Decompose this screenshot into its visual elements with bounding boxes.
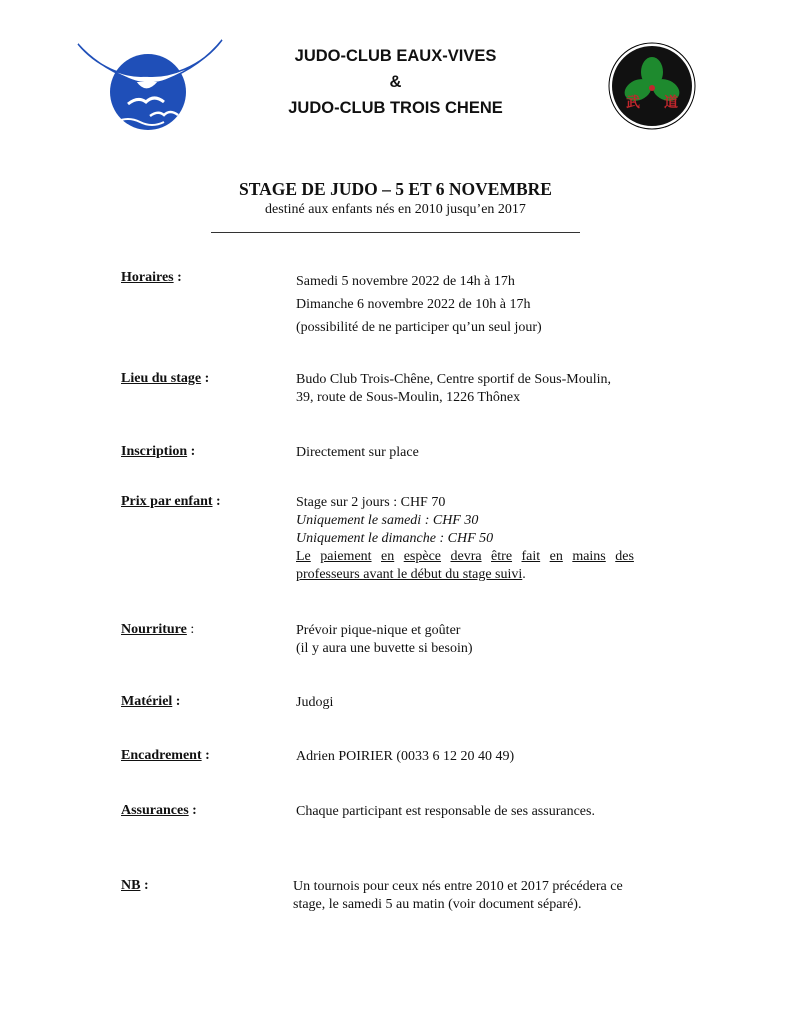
horaires-label: Horaires : — [121, 270, 182, 285]
kanji-left: 武 — [626, 95, 640, 111]
inscription-label: Inscription : — [121, 444, 196, 459]
lieu-value: Budo Club Trois-Chêne, Centre sportif de Sous-Moulin, 39, route de Sous-Moulin, 1226 Thônex — [296, 372, 612, 405]
assurances-label: Assurances : — [121, 803, 197, 818]
materiel-value: Judogi — [296, 695, 334, 710]
lieu-label: Lieu du stage : — [121, 371, 210, 386]
nourriture-value: Prévoir pique-nique et goûter (il y aura une buvette si besoin) — [296, 623, 473, 656]
encadrement-value: Adrien POIRIER (0033 6 12 20 40 49) — [296, 749, 515, 764]
trois-chene-logo — [608, 42, 696, 130]
title-divider — [211, 232, 580, 233]
ampersand: & — [389, 73, 402, 91]
inscription-value: Directement sur place — [296, 445, 419, 460]
stage-subtitle: destiné aux enfants nés en 2010 jusqu’en 2017 — [265, 202, 526, 217]
nb-label: NB : — [121, 878, 149, 893]
club-title-1: JUDO-CLUB EAUX-VIVES — [294, 47, 497, 65]
club-title-2: JUDO-CLUB TROIS CHENE — [288, 99, 503, 117]
prix-label: Prix par enfant : — [121, 494, 221, 509]
stage-title: STAGE DE JUDO – 5 ET 6 NOVEMBRE — [239, 179, 552, 199]
encadrement-label: Encadrement : — [121, 748, 210, 763]
payment-note-line: Le paiement en espèce devra être fait en mains des — [296, 549, 634, 564]
prix-value: Stage sur 2 jours : CHF 70 Uniquement le samedi : CHF 30 Uniquement le dimanche : CHF 50 Le paiement en espèce devra être fait en mains des professeurs avant le début du stage suivi. — [296, 495, 634, 582]
nb-value: Un tournois pour ceux nés entre 2010 et 2017 précédera ce stage, le samedi 5 au matin (voir document séparé). — [293, 879, 623, 912]
materiel-label: Matériel : — [121, 694, 181, 709]
assurances-value: Chaque participant est responsable de ses assurances. — [296, 804, 595, 819]
horaires-value: Samedi 5 novembre 2022 de 14h à 17h Dimanche 6 novembre 2022 de 10h à 17h (possibilité de ne participer qu’un seul jour) — [296, 274, 542, 335]
nourriture-label: Nourriture : — [121, 622, 195, 637]
kanji-right: 道 — [664, 95, 678, 111]
